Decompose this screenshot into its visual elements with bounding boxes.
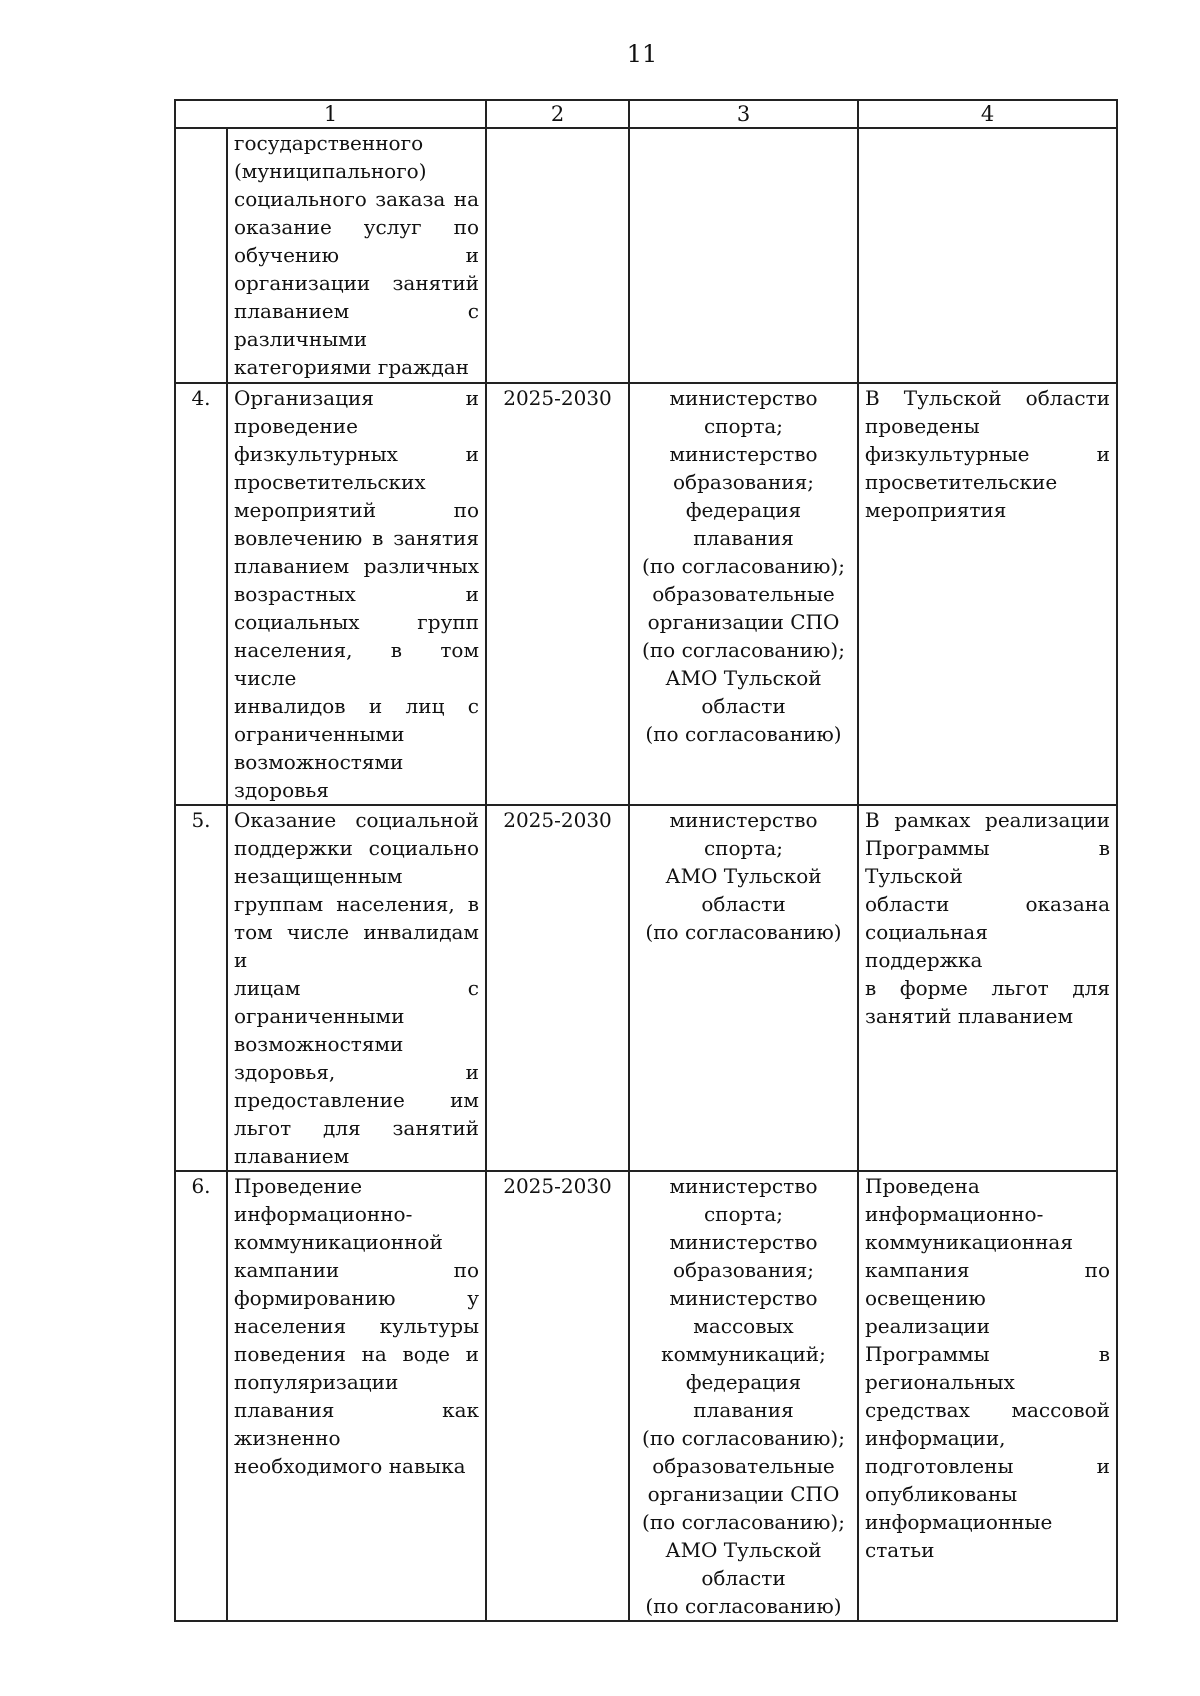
text-line: образования; xyxy=(673,470,814,494)
page-number: 11 xyxy=(626,40,658,68)
text-line: (по согласованию); xyxy=(642,1510,845,1534)
text-line: (муниципального) xyxy=(234,159,427,183)
text-line: обучению и xyxy=(234,243,479,267)
measure-executors xyxy=(629,1171,858,1621)
text-line: (по согласованию); xyxy=(642,1426,845,1450)
text-line: льгот для занятий xyxy=(234,1116,479,1140)
measure-result xyxy=(858,805,1117,1171)
text-line: мероприятия xyxy=(865,498,1007,522)
text-line: просветительских xyxy=(234,470,426,494)
text-line: физкультурных и xyxy=(234,442,479,466)
text-line: министерство xyxy=(669,386,818,410)
text-line: министерство xyxy=(669,1174,818,1198)
text-line: различными xyxy=(234,327,368,351)
text-line: области xyxy=(701,1566,786,1590)
text-line: плавания как жизненно xyxy=(234,1398,479,1450)
text-line: вовлечению в занятия xyxy=(234,526,479,550)
text-line: образовательные xyxy=(652,1454,835,1478)
row-number: 4. xyxy=(175,383,227,805)
text-line: Проведена xyxy=(865,1174,980,1198)
text-line: региональных xyxy=(865,1370,1015,1394)
text-line: организации СПО xyxy=(647,1482,840,1506)
text-line: коммуникаций; xyxy=(661,1342,826,1366)
text-line: освещению реализации xyxy=(865,1286,990,1338)
measure-term: 2025-2030 xyxy=(486,805,629,1171)
text-line: ограниченными xyxy=(234,722,405,746)
text-line: опубликованы xyxy=(865,1482,1018,1506)
text-line: кампания по xyxy=(865,1258,1110,1282)
measure-result xyxy=(858,383,1117,805)
text-line: информационно- xyxy=(865,1202,1044,1226)
table-row xyxy=(175,383,1117,805)
text-line: средствах массовой xyxy=(865,1398,1110,1422)
text-line: населения, в том числе xyxy=(234,638,479,690)
row-number: 5. xyxy=(175,805,227,1171)
text-line: информации, xyxy=(865,1426,1006,1450)
text-line: проведение xyxy=(234,414,358,438)
row-number xyxy=(175,128,227,383)
text-line: в форме льгот для xyxy=(865,976,1110,1000)
text-line: АМО Тульской xyxy=(665,864,822,888)
text-line: социальных групп xyxy=(234,610,479,634)
header-col-3: 3 xyxy=(629,100,858,128)
text-line: В Тульской области xyxy=(865,386,1110,410)
text-line: спорта; xyxy=(703,414,784,438)
text-line: АМО Тульской xyxy=(665,666,822,690)
measure-name xyxy=(227,805,486,1171)
text-line: возможностями xyxy=(234,750,404,774)
text-line: здоровья xyxy=(234,778,329,802)
text-line: министерство xyxy=(669,442,818,466)
text-line: образования; xyxy=(673,1258,814,1282)
text-line: информационно- xyxy=(234,1202,413,1226)
measure-executors xyxy=(629,383,858,805)
text-line: оказание услуг по xyxy=(234,215,479,239)
text-line: подготовлены и xyxy=(865,1454,1110,1478)
table-row xyxy=(175,128,1117,383)
text-line: Программы в xyxy=(865,1342,1110,1366)
text-line: мероприятий по xyxy=(234,498,479,522)
text-line: группам населения, в xyxy=(234,892,479,916)
text-line: поддержки социально xyxy=(234,836,479,860)
text-line: социального заказа на xyxy=(234,187,479,211)
measures-table xyxy=(174,99,1118,1622)
text-line: АМО Тульской xyxy=(665,1538,822,1562)
text-line: возрастных и xyxy=(234,582,479,606)
text-line: Организация и xyxy=(234,386,479,410)
text-line: В рамках реализации xyxy=(865,808,1110,832)
text-line: поведения на воде и xyxy=(234,1342,479,1366)
text-line: коммуникационная xyxy=(865,1230,1073,1254)
text-line: возможностями xyxy=(234,1032,404,1056)
text-line: кампании по xyxy=(234,1258,479,1282)
text-line: населения культуры xyxy=(234,1314,479,1338)
text-line: области оказана xyxy=(865,892,1110,916)
measure-term: 2025-2030 xyxy=(486,383,629,805)
text-line: Проведение xyxy=(234,1174,363,1198)
text-line: федерация плавания xyxy=(685,1370,802,1422)
header-col-4: 4 xyxy=(858,100,1117,128)
text-line: федерация плавания xyxy=(685,498,802,550)
text-line: проведены xyxy=(865,414,980,438)
text-line: статьи xyxy=(865,1538,935,1562)
measure-name xyxy=(227,383,486,805)
text-line: спорта; xyxy=(703,836,784,860)
text-line: формированию у xyxy=(234,1286,479,1310)
text-line: массовых xyxy=(693,1314,794,1338)
row-number: 6. xyxy=(175,1171,227,1621)
text-line: министерство xyxy=(669,1286,818,1310)
text-line: категориями граждан xyxy=(234,355,470,379)
text-line: области xyxy=(701,892,786,916)
text-line: популяризации xyxy=(234,1370,399,1394)
measure-name xyxy=(227,1171,486,1621)
text-line: плаванием различных xyxy=(234,554,479,578)
text-line: ограниченными xyxy=(234,1004,405,1028)
text-line: коммуникационной xyxy=(234,1230,443,1254)
text-line: плаванием с xyxy=(234,299,479,323)
measure-result xyxy=(858,1171,1117,1621)
text-line: спорта; xyxy=(703,1202,784,1226)
measure-result xyxy=(858,128,1117,383)
header-col-2: 2 xyxy=(486,100,629,128)
text-line: информационные xyxy=(865,1510,1053,1534)
text-line: занятий плаванием xyxy=(865,1004,1074,1028)
text-line: области xyxy=(701,694,786,718)
text-line: Оказание социальной xyxy=(234,808,479,832)
text-line: том числе инвалидам и xyxy=(234,920,479,972)
text-line: физкультурные и xyxy=(865,442,1110,466)
text-line: лицам с xyxy=(234,976,479,1000)
text-line: здоровья, и xyxy=(234,1060,479,1084)
text-line: министерство xyxy=(669,808,818,832)
text-line: организации занятий xyxy=(234,271,479,295)
text-line: (по согласованию) xyxy=(645,722,842,746)
measure-term: 2025-2030 xyxy=(486,1171,629,1621)
text-line: плаванием xyxy=(234,1144,350,1168)
measure-name xyxy=(227,128,486,383)
table-row xyxy=(175,1171,1117,1621)
text-line: организации СПО xyxy=(647,610,840,634)
text-line: образовательные xyxy=(652,582,835,606)
text-line: просветительские xyxy=(865,470,1058,494)
measure-executors xyxy=(629,805,858,1171)
measure-term xyxy=(486,128,629,383)
text-line: (по согласованию); xyxy=(642,638,845,662)
text-line: незащищенным xyxy=(234,864,403,888)
table-row xyxy=(175,805,1117,1171)
text-line: необходимого навыка xyxy=(234,1454,466,1478)
table-header-row xyxy=(175,100,1117,128)
text-line: (по согласованию) xyxy=(645,920,842,944)
text-line: Программы в Тульской xyxy=(865,836,1110,888)
header-col-1: 1 xyxy=(175,100,486,128)
text-line: инвалидов и лиц с xyxy=(234,694,479,718)
measure-executors xyxy=(629,128,858,383)
text-line: министерство xyxy=(669,1230,818,1254)
text-line: социальная поддержка xyxy=(865,920,988,972)
text-line: государственного xyxy=(234,131,424,155)
text-line: предоставление им xyxy=(234,1088,479,1112)
text-line: (по согласованию); xyxy=(642,554,845,578)
text-line: (по согласованию) xyxy=(645,1594,842,1618)
